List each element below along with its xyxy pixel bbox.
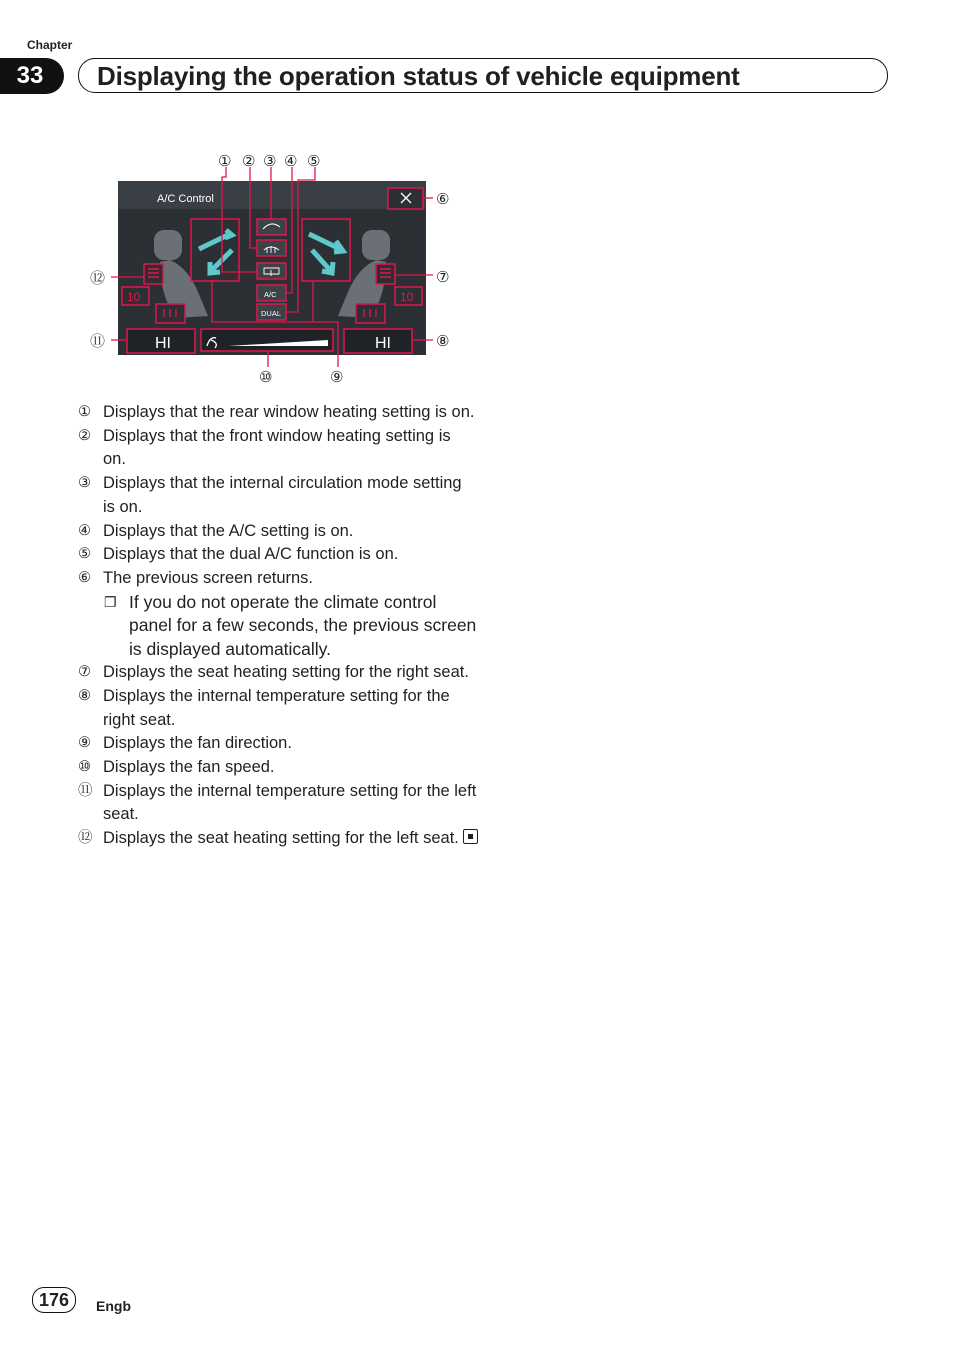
list-item: ④ Displays that the A/C setting is on. xyxy=(78,521,354,540)
list-item: ② Displays that the front window heating setting is on. xyxy=(78,426,451,469)
svg-text:10: 10 xyxy=(127,290,141,304)
list-item: ⑥ The previous screen returns. xyxy=(78,568,314,587)
right-fan-direction xyxy=(302,219,350,281)
svg-text:DUAL: DUAL xyxy=(261,309,282,318)
callout-9: ⑨ xyxy=(330,368,344,386)
internal-circulation-icon xyxy=(257,219,286,235)
callout-8: ⑧ xyxy=(436,332,450,350)
callout-12: ⑫ xyxy=(90,269,106,287)
svg-text:HI: HI xyxy=(375,335,391,352)
screen-title: A/C Control xyxy=(157,193,214,205)
callout-7: ⑦ xyxy=(436,268,450,286)
list-item: ③ Displays that the internal circulation mode setting is on. xyxy=(78,474,462,516)
list-item: ⑦ Displays the seat heating setting for the right seat. xyxy=(78,663,469,682)
svg-text:A/C: A/C xyxy=(264,290,277,299)
chapter-number: 33 xyxy=(0,58,64,94)
ac-control-figure xyxy=(80,145,480,395)
callout-3: ③ xyxy=(263,152,277,170)
end-mark-icon xyxy=(463,829,478,844)
language-code: Engb xyxy=(96,1298,131,1314)
list-item: ⑤ Displays that the dual A/C function is on. xyxy=(78,545,399,564)
list-item: ⑪ Displays the internal temperature setting for the left seat. xyxy=(78,781,477,824)
callout-2: ② xyxy=(242,152,256,170)
note-icon: ❒ xyxy=(104,593,117,610)
note: ❒ If you do not operate the climate control panel for a few seconds, the previous screen is displayed automatically. xyxy=(104,591,477,659)
callout-11: ⑪ xyxy=(90,332,106,350)
chapter-label: Chapter xyxy=(27,38,73,52)
list-item: ⑫ Displays the seat heating setting for the left seat. xyxy=(78,827,478,851)
rear-defrost-icon xyxy=(257,263,286,279)
callout-4: ④ xyxy=(284,152,298,170)
callout-5: ⑤ xyxy=(307,152,321,170)
fan-speed-bar xyxy=(201,329,333,351)
left-seat-heat-bar xyxy=(144,264,163,284)
callout-descriptions xyxy=(78,401,478,851)
callout-1: ① xyxy=(218,152,232,170)
page-title: Displaying the operation status of vehicle equipment xyxy=(97,61,740,91)
list-item: ① Displays that the rear window heating setting is on. xyxy=(78,403,475,421)
list-item: ⑩ Displays the fan speed. xyxy=(78,757,275,776)
front-defrost-icon xyxy=(257,240,286,256)
svg-text:10: 10 xyxy=(400,290,414,304)
page-number: 176 xyxy=(32,1287,76,1313)
svg-text:HI: HI xyxy=(155,335,171,352)
callout-10: ⑩ xyxy=(259,368,273,386)
right-seat-heat-bar xyxy=(376,264,395,284)
callout-6: ⑥ xyxy=(436,190,450,208)
list-item: ⑧ Displays the internal temperature setting for the right seat. xyxy=(78,686,450,729)
list-item: ⑨ Displays the fan direction. xyxy=(78,734,292,753)
